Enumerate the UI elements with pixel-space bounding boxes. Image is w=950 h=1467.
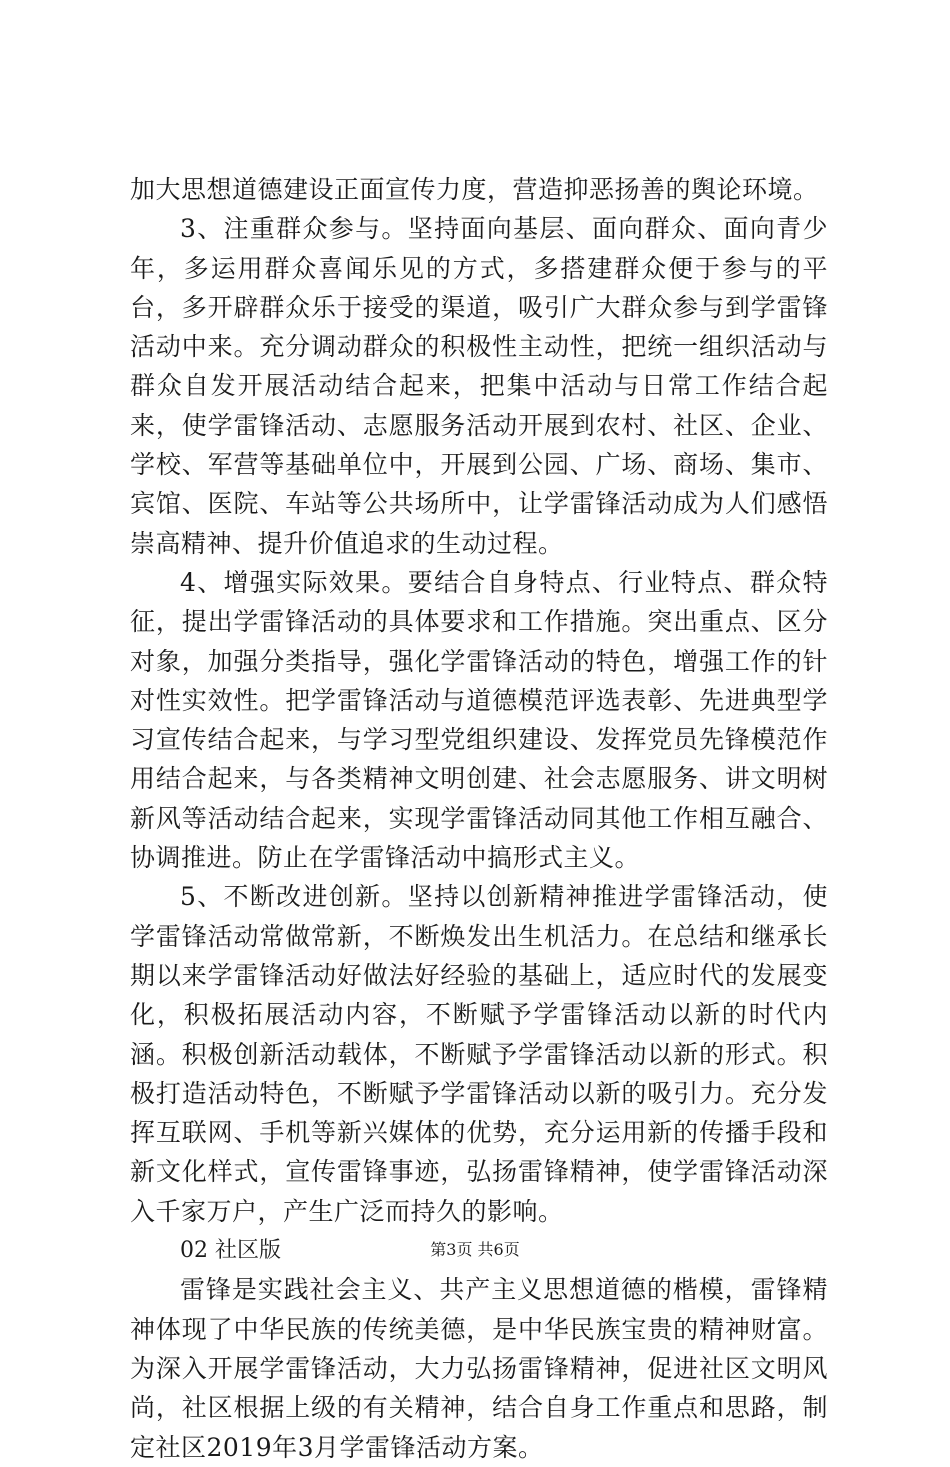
section-heading: 02 社区版 <box>180 1238 281 1264</box>
paragraph-continuation: 加大思想道德建设正面宣传力度，营造抑恶扬善的舆论环境。 <box>130 175 819 204</box>
paragraph-intro: 雷锋是实践社会主义、共产主义思想道德的楷模，雷锋精神体现了中华民族的传统美德，是中华民族宝贵的精神财富。为深入开展学雷锋活动，大力弘扬雷锋精神，促进社区文明风尚，社区根据上级的有关精神，结合自身工作重点和思路，制定社区2019年3月学雷锋活动方案。 <box>130 1275 828 1462</box>
paragraph-item-3: 3、注重群众参与。坚持面向基层、面向群众、面向青少年，多运用群众喜闻乐见的方式，多搭建群众便于参与的平台，多开辟群众乐于接受的渠道，吸引广大群众参与到学雷锋活动中来。充分调动群众的积极性主动性，把统一组织活动与群众自发开展活动结合起来，把集中活动与日常工作结合起来，使学雷锋活动、志愿服务活动开展到农村、社区、企业、学校、军营等基础单位中，开展到公园、广场、商场、集市、宾馆、医院、车站等公共场所中，让学雷锋活动成为人们感悟崇高精神、提升价值追求的生动过程。 <box>130 214 828 558</box>
page-number-footer: 第3页 共6页 <box>430 1240 520 1259</box>
paragraph-item-5: 5、不断改进创新。坚持以创新精神推进学雷锋活动，使学雷锋活动常做常新，不断焕发出生机活力。在总结和继承长期以来学雷锋活动好做法好经验的基础上，适应时代的发展变化，积极拓展活动内容，不断赋予学雷锋活动以新的时代内涵。积极创新活动载体，不断赋予学雷锋活动以新的形式。积极打造活动特色，不断赋予学雷锋活动以新的吸引力。充分发挥互联网、手机等新兴媒体的优势，充分运用新的传播手段和新文化样式，宣传雷锋事迹，弘扬雷锋精神，使学雷锋活动深入千家万户，产生广泛而持久的影响。 <box>130 882 828 1226</box>
paragraph-item-4: 4、增强实际效果。要结合自身特点、行业特点、群众特征，提出学雷锋活动的具体要求和工作措施。突出重点、区分对象，加强分类指导，强化学雷锋活动的特色，增强工作的针对性实效性。把学雷锋活动与道德模范评选表彰、先进典型学习宣传结合起来，与学习型党组织建设、发挥党员先锋模范作用结合起来，与各类精神文明创建、社会志愿服务、讲文明树新风等活动结合起来，实现学雷锋活动同其他工作相互融合、协调推进。防止在学雷锋活动中搞形式主义。 <box>130 567 828 873</box>
document-body <box>130 170 828 1467</box>
